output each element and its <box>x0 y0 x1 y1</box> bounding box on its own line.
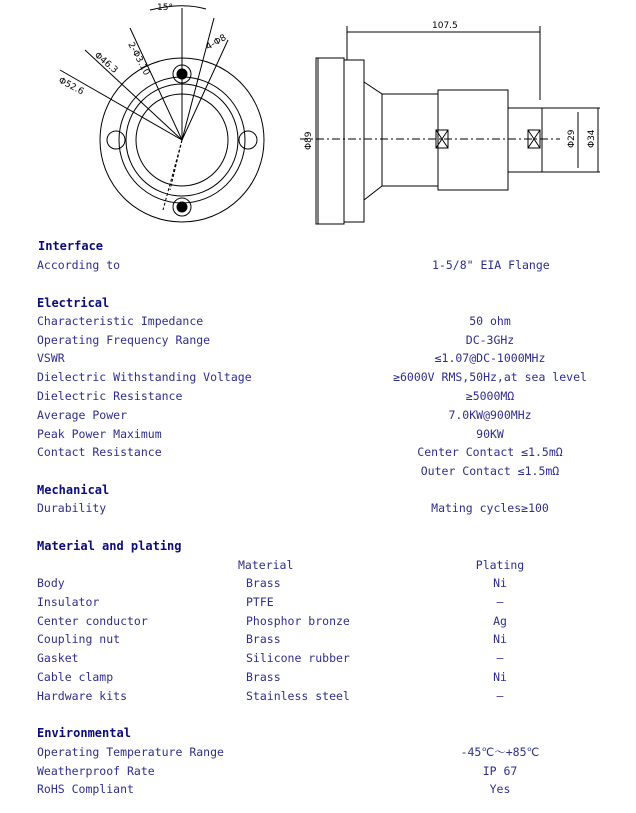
environmental-heading: Environmental <box>37 726 131 740</box>
spec-value: 50 ohm <box>469 314 511 328</box>
spec-value: Center Contact ≤1.5mΩ <box>417 445 563 459</box>
material-part: Cable clamp <box>37 670 114 684</box>
spec-label: Operating Frequency Range <box>37 333 211 347</box>
interface-value: 1-5/8" EIA Flange <box>432 258 550 272</box>
spec-label: Characteristic Impedance <box>37 314 204 328</box>
spec-value: DC-3GHz <box>465 333 515 347</box>
spec-value: ≤1.07@DC-1000MHz <box>434 351 546 365</box>
material-heading: Material and plating <box>37 539 182 553</box>
material-part: Hardware kits <box>37 689 128 703</box>
material-part: Body <box>37 576 65 590</box>
dim-length: 107.5 <box>432 21 458 31</box>
material-part: Gasket <box>37 651 79 665</box>
dim-d46: Φ46.3 <box>92 50 120 76</box>
dim-d34: Φ34 <box>587 129 597 148</box>
spec-label: Peak Power Maximum <box>37 427 162 441</box>
material-plating: Ag <box>493 614 507 628</box>
spec-label: Durability <box>37 501 107 515</box>
spec-label: Contact Resistance <box>37 445 162 459</box>
material-name: PTFE <box>246 595 274 609</box>
dim-d29: Φ29 <box>567 129 577 148</box>
connector-side-view <box>300 26 600 224</box>
dim-d52: Φ52.6 <box>56 75 86 98</box>
electrical-heading: Electrical <box>37 296 110 310</box>
material-name: Brass <box>246 576 281 590</box>
interface-heading: Interface <box>38 239 104 253</box>
material-part: Coupling nut <box>37 632 121 646</box>
spec-value: -45℃～+85℃ <box>460 745 540 759</box>
plating-column-header: Plating <box>475 558 525 572</box>
material-column-header: Material <box>238 558 294 572</box>
spec-value: Yes <box>489 782 511 796</box>
dim-hole-small: 2-Φ3.10 <box>125 40 152 78</box>
material-plating: Ni <box>493 670 507 684</box>
dim-angle: 15° <box>157 3 173 13</box>
material-plating: Ni <box>493 576 507 590</box>
dim-hole-four: 4-Φ8 <box>204 33 229 53</box>
material-plating: — <box>496 689 504 703</box>
material-plating: Ni <box>493 632 507 646</box>
spec-label: Dielectric Withstanding Voltage <box>37 370 252 384</box>
material-part: Center conductor <box>37 614 148 628</box>
material-name: Brass <box>246 632 281 646</box>
technical-drawing <box>0 0 636 232</box>
spec-value: 7.0KW@900MHz <box>448 408 532 422</box>
spec-label: Dielectric Resistance <box>37 389 183 403</box>
material-plating: — <box>496 651 504 665</box>
spec-label: Operating Temperature Range <box>37 745 224 759</box>
material-name: Stainless steel <box>246 689 350 703</box>
spec-value: Outer Contact ≤1.5mΩ <box>420 464 560 478</box>
material-part: Insulator <box>37 595 100 609</box>
spec-value: ≥5000MΩ <box>465 389 515 403</box>
dim-d89: Φ89 <box>304 131 314 150</box>
spec-label: RoHS Compliant <box>37 782 134 796</box>
spec-value: ≥6000V RMS,50Hz,at sea level <box>393 370 587 384</box>
material-plating: — <box>496 595 504 609</box>
spec-label: Weatherproof Rate <box>37 764 155 778</box>
mechanical-heading: Mechanical <box>37 483 110 497</box>
material-name: Brass <box>246 670 281 684</box>
spec-label: VSWR <box>37 351 65 365</box>
spec-label: Average Power <box>37 408 128 422</box>
material-name: Silicone rubber <box>246 651 350 665</box>
material-name: Phosphor bronze <box>246 614 350 628</box>
spec-value: 90KW <box>476 427 504 441</box>
interface-label: According to <box>37 258 121 272</box>
spec-value: Mating cycles≥100 <box>431 501 549 515</box>
flange-front-view <box>60 6 264 222</box>
spec-value: IP 67 <box>482 764 518 778</box>
